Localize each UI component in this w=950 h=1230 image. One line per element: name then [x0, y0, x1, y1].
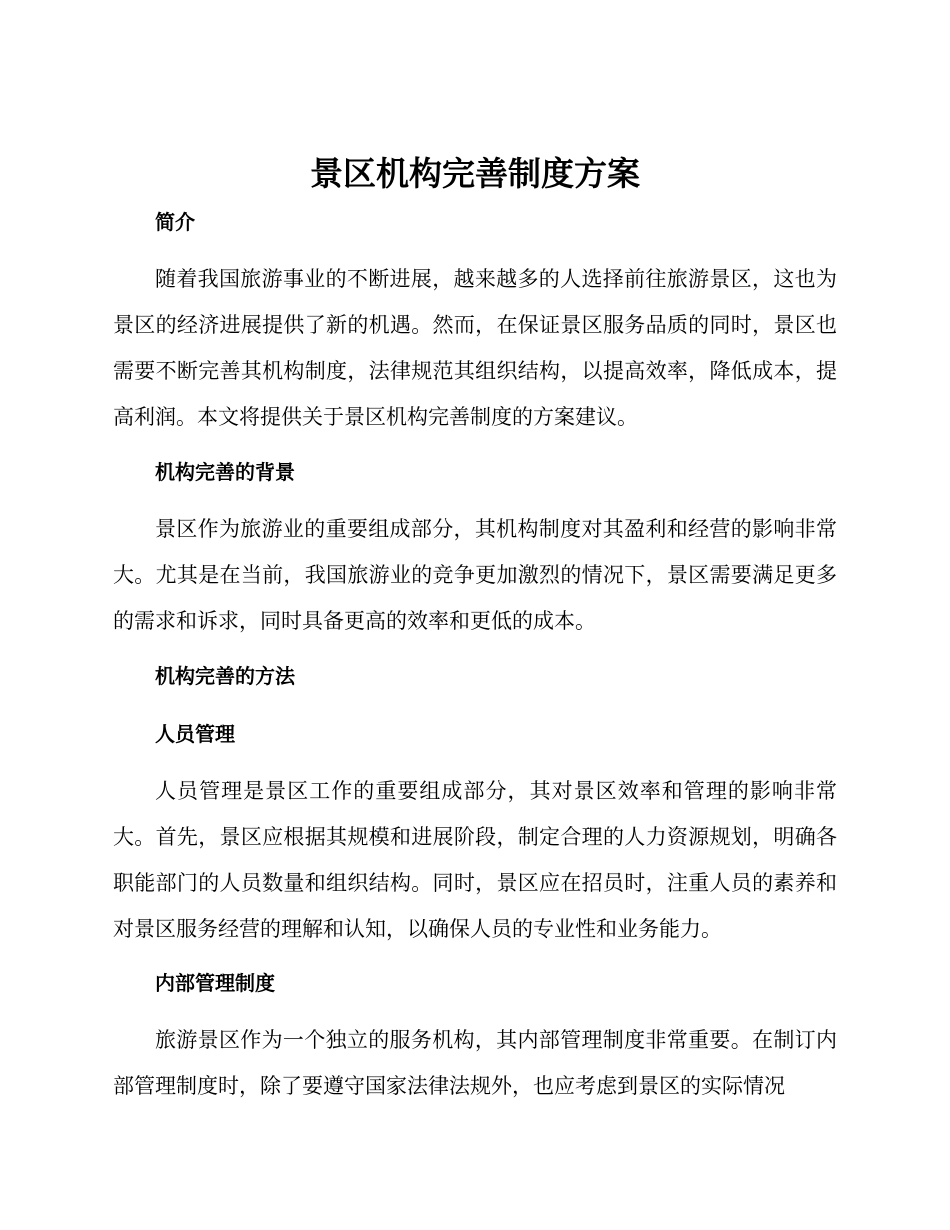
section-heading-intro: 简介	[155, 210, 195, 234]
paragraph-intro: 随着我国旅游事业的不断进展，越来越多的人选择前往旅游景区，这也为景区的经济进展提供了新的机遇。然而，在保证景区服务品质的同时，景区也需要不断完善其机构制度，法律规范其组织结构，以提高效率，降低成本，提高利润。本文将提供关于景区机构完善制度的方案建议。	[113, 267, 837, 429]
paragraph-background: 景区作为旅游业的重要组成部分，其机构制度对其盈利和经营的影响非常大。尤其是在当前，我国旅游业的竞争更加激烈的情况下，景区需要满足更多的需求和诉求，同时具备更高的效率和更低的成本。	[113, 517, 837, 633]
paragraph-internal-management: 旅游景区作为一个独立的服务机构，其内部管理制度非常重要。在制订内部管理制度时，除了要遵守国家法律法规外，也应考虑到景区的实际情况	[113, 1028, 837, 1098]
paragraph-personnel: 人员管理是景区工作的重要组成部分，其对景区效率和管理的影响非常大。首先，景区应根据其规模和进展阶段，制定合理的人力资源规划，明确各职能部门的人员数量和组织结构。同时，景区应在招员时，注重人员的素养和对景区服务经营的理解和认知，以确保人员的专业性和业务能力。	[113, 779, 837, 941]
subsection-heading-internal-management: 内部管理制度	[155, 971, 275, 995]
subsection-heading-personnel: 人员管理	[155, 722, 235, 746]
section-heading-methods: 机构完善的方法	[155, 664, 295, 688]
document-title: 景区机构完善制度方案	[310, 154, 640, 193]
section-heading-background: 机构完善的背景	[155, 460, 295, 484]
